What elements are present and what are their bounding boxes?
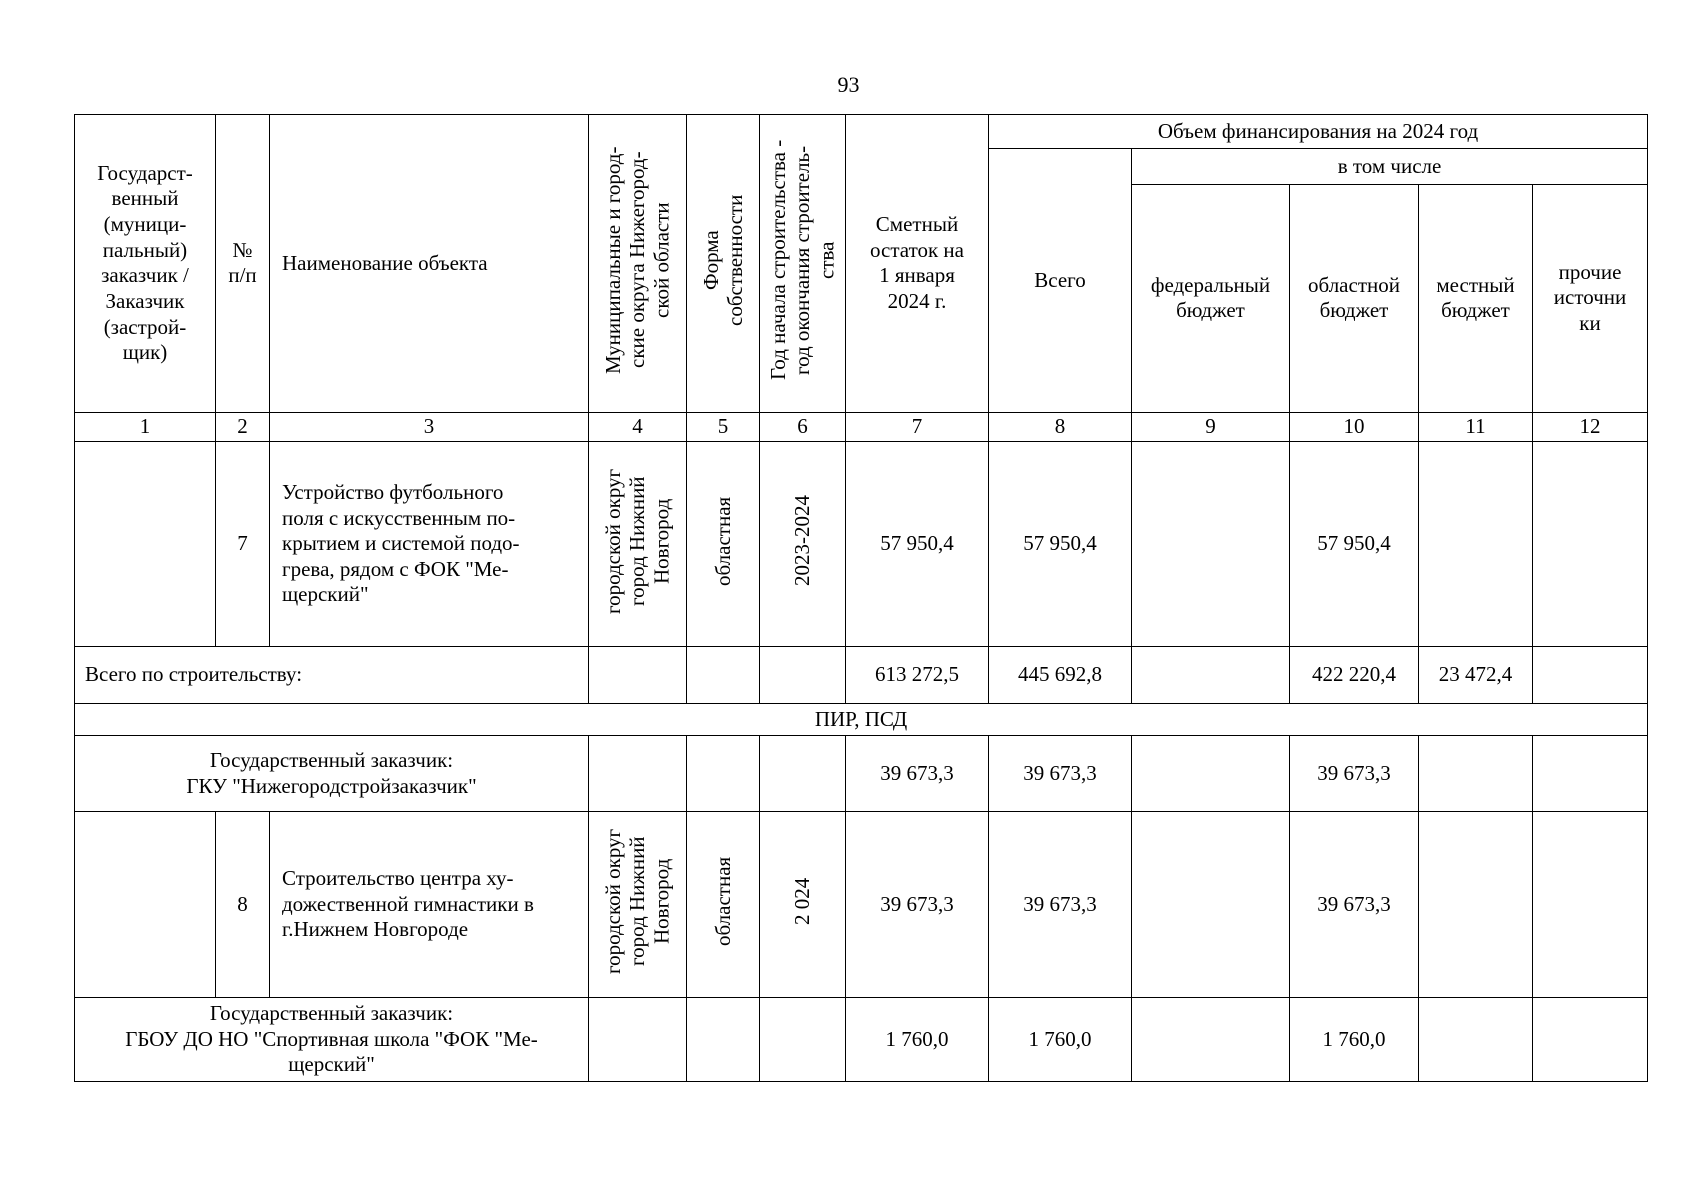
row7-num: 7 xyxy=(216,441,270,647)
column-number: 9 xyxy=(1132,412,1290,441)
customer-gku-row xyxy=(75,736,1648,812)
total-construction-local: 23 472,4 xyxy=(1419,647,1533,704)
total-construction-regional: 422 220,4 xyxy=(1290,647,1419,704)
customer-gbou-row xyxy=(75,997,1648,1081)
row8-local xyxy=(1419,812,1533,998)
column-number: 8 xyxy=(989,412,1132,441)
total-construction-other xyxy=(1533,647,1648,704)
column-number: 1 xyxy=(75,412,216,441)
header-estimate: Сметный остаток на 1 января 2024 г. xyxy=(846,115,989,413)
customer-gku-label: Государственный заказчик: ГКУ "Нижегородстройзаказчик" xyxy=(75,736,589,812)
customer-gku-federal xyxy=(1132,736,1290,812)
total-construction-ownership xyxy=(687,647,760,704)
row8-municipality: городской округ город Нижний Новгород xyxy=(589,812,687,998)
row8-customer xyxy=(75,812,216,998)
total-construction-federal xyxy=(1132,647,1290,704)
total-construction-row xyxy=(75,647,1648,704)
total-construction-label: Всего по строительству: xyxy=(75,647,589,704)
row7-ownership: областная xyxy=(687,441,760,647)
total-construction-years xyxy=(760,647,846,704)
customer-gbou-regional: 1 760,0 xyxy=(1290,997,1419,1081)
column-number: 11 xyxy=(1419,412,1533,441)
row8-ownership: областная xyxy=(687,812,760,998)
row7-municipality: городской округ город Нижний Новгород xyxy=(589,441,687,647)
customer-gku-estimate: 39 673,3 xyxy=(846,736,989,812)
customer-gku-total: 39 673,3 xyxy=(989,736,1132,812)
header-ownership: Форма собственности xyxy=(687,115,760,413)
column-number: 5 xyxy=(687,412,760,441)
header-other: прочие источни ки xyxy=(1533,184,1648,412)
customer-gbou-estimate: 1 760,0 xyxy=(846,997,989,1081)
total-construction-municipality xyxy=(589,647,687,704)
column-numbers-row xyxy=(75,412,1648,441)
row7-regional: 57 950,4 xyxy=(1290,441,1419,647)
header-customer: Государст- венный (муници- пальный) заказчик / Заказчик (застрой- щик) xyxy=(75,115,216,413)
customer-gbou-label: Государственный заказчик: ГБОУ ДО НО "Спортивная школа "ФОК "Ме- щерский" xyxy=(75,997,589,1081)
table-row xyxy=(75,812,1648,998)
customer-gbou-federal xyxy=(1132,997,1290,1081)
customer-gbou-other xyxy=(1533,997,1648,1081)
customer-gbou-years xyxy=(760,997,846,1081)
row8-name: Строительство центра ху- дожественной гимнастики в г.Нижнем Новгороде xyxy=(270,812,589,998)
header-financing: Объем финансирования на 2024 год xyxy=(989,115,1648,149)
customer-gku-municipality xyxy=(589,736,687,812)
column-number: 6 xyxy=(760,412,846,441)
row8-years: 2 024 xyxy=(760,812,846,998)
customer-gku-regional: 39 673,3 xyxy=(1290,736,1419,812)
row7-customer xyxy=(75,441,216,647)
row8-other xyxy=(1533,812,1648,998)
header-num: № п/п xyxy=(216,115,270,413)
row7-federal xyxy=(1132,441,1290,647)
header-object-name: Наименование объекта xyxy=(270,115,589,413)
row7-years: 2023-2024 xyxy=(760,441,846,647)
section-row xyxy=(75,704,1648,736)
row7-estimate: 57 950,4 xyxy=(846,441,989,647)
customer-gku-local xyxy=(1419,736,1533,812)
total-construction-estimate: 613 272,5 xyxy=(846,647,989,704)
header-regional: областной бюджет xyxy=(1290,184,1419,412)
row7-total: 57 950,4 xyxy=(989,441,1132,647)
row8-total: 39 673,3 xyxy=(989,812,1132,998)
column-number: 4 xyxy=(589,412,687,441)
table-row xyxy=(75,441,1648,647)
customer-gbou-local xyxy=(1419,997,1533,1081)
customer-gbou-total: 1 760,0 xyxy=(989,997,1132,1081)
total-construction-total: 445 692,8 xyxy=(989,647,1132,704)
page-number: 93 xyxy=(837,72,860,97)
row8-federal xyxy=(1132,812,1290,998)
column-number: 10 xyxy=(1290,412,1419,441)
column-number: 2 xyxy=(216,412,270,441)
column-number: 3 xyxy=(270,412,589,441)
row7-name: Устройство футбольного поля с искусственным по- крытием и системой подо- грева, рядом с ФОК "Ме- щерский" xyxy=(270,441,589,647)
header-total: Всего xyxy=(989,149,1132,413)
customer-gku-other xyxy=(1533,736,1648,812)
row8-regional: 39 673,3 xyxy=(1290,812,1419,998)
row7-other xyxy=(1533,441,1648,647)
header-years: Год начала строительства - год окончания строитель- ства xyxy=(760,115,846,413)
customer-gku-years xyxy=(760,736,846,812)
header-local: местный бюджет xyxy=(1419,184,1533,412)
row8-estimate: 39 673,3 xyxy=(846,812,989,998)
header-federal: федеральный бюджет xyxy=(1132,184,1290,412)
section-pir-title: ПИР, ПСД xyxy=(75,704,1648,736)
column-number: 7 xyxy=(846,412,989,441)
column-number: 12 xyxy=(1533,412,1648,441)
header-municipality: Муниципальные и город- ские округа Нижегород- ской области xyxy=(589,115,687,413)
row7-local xyxy=(1419,441,1533,647)
customer-gbou-ownership xyxy=(687,997,760,1081)
row8-num: 8 xyxy=(216,812,270,998)
customer-gku-ownership xyxy=(687,736,760,812)
customer-gbou-municipality xyxy=(589,997,687,1081)
financing-table xyxy=(74,114,1648,1082)
header-including: в том числе xyxy=(1132,149,1648,185)
